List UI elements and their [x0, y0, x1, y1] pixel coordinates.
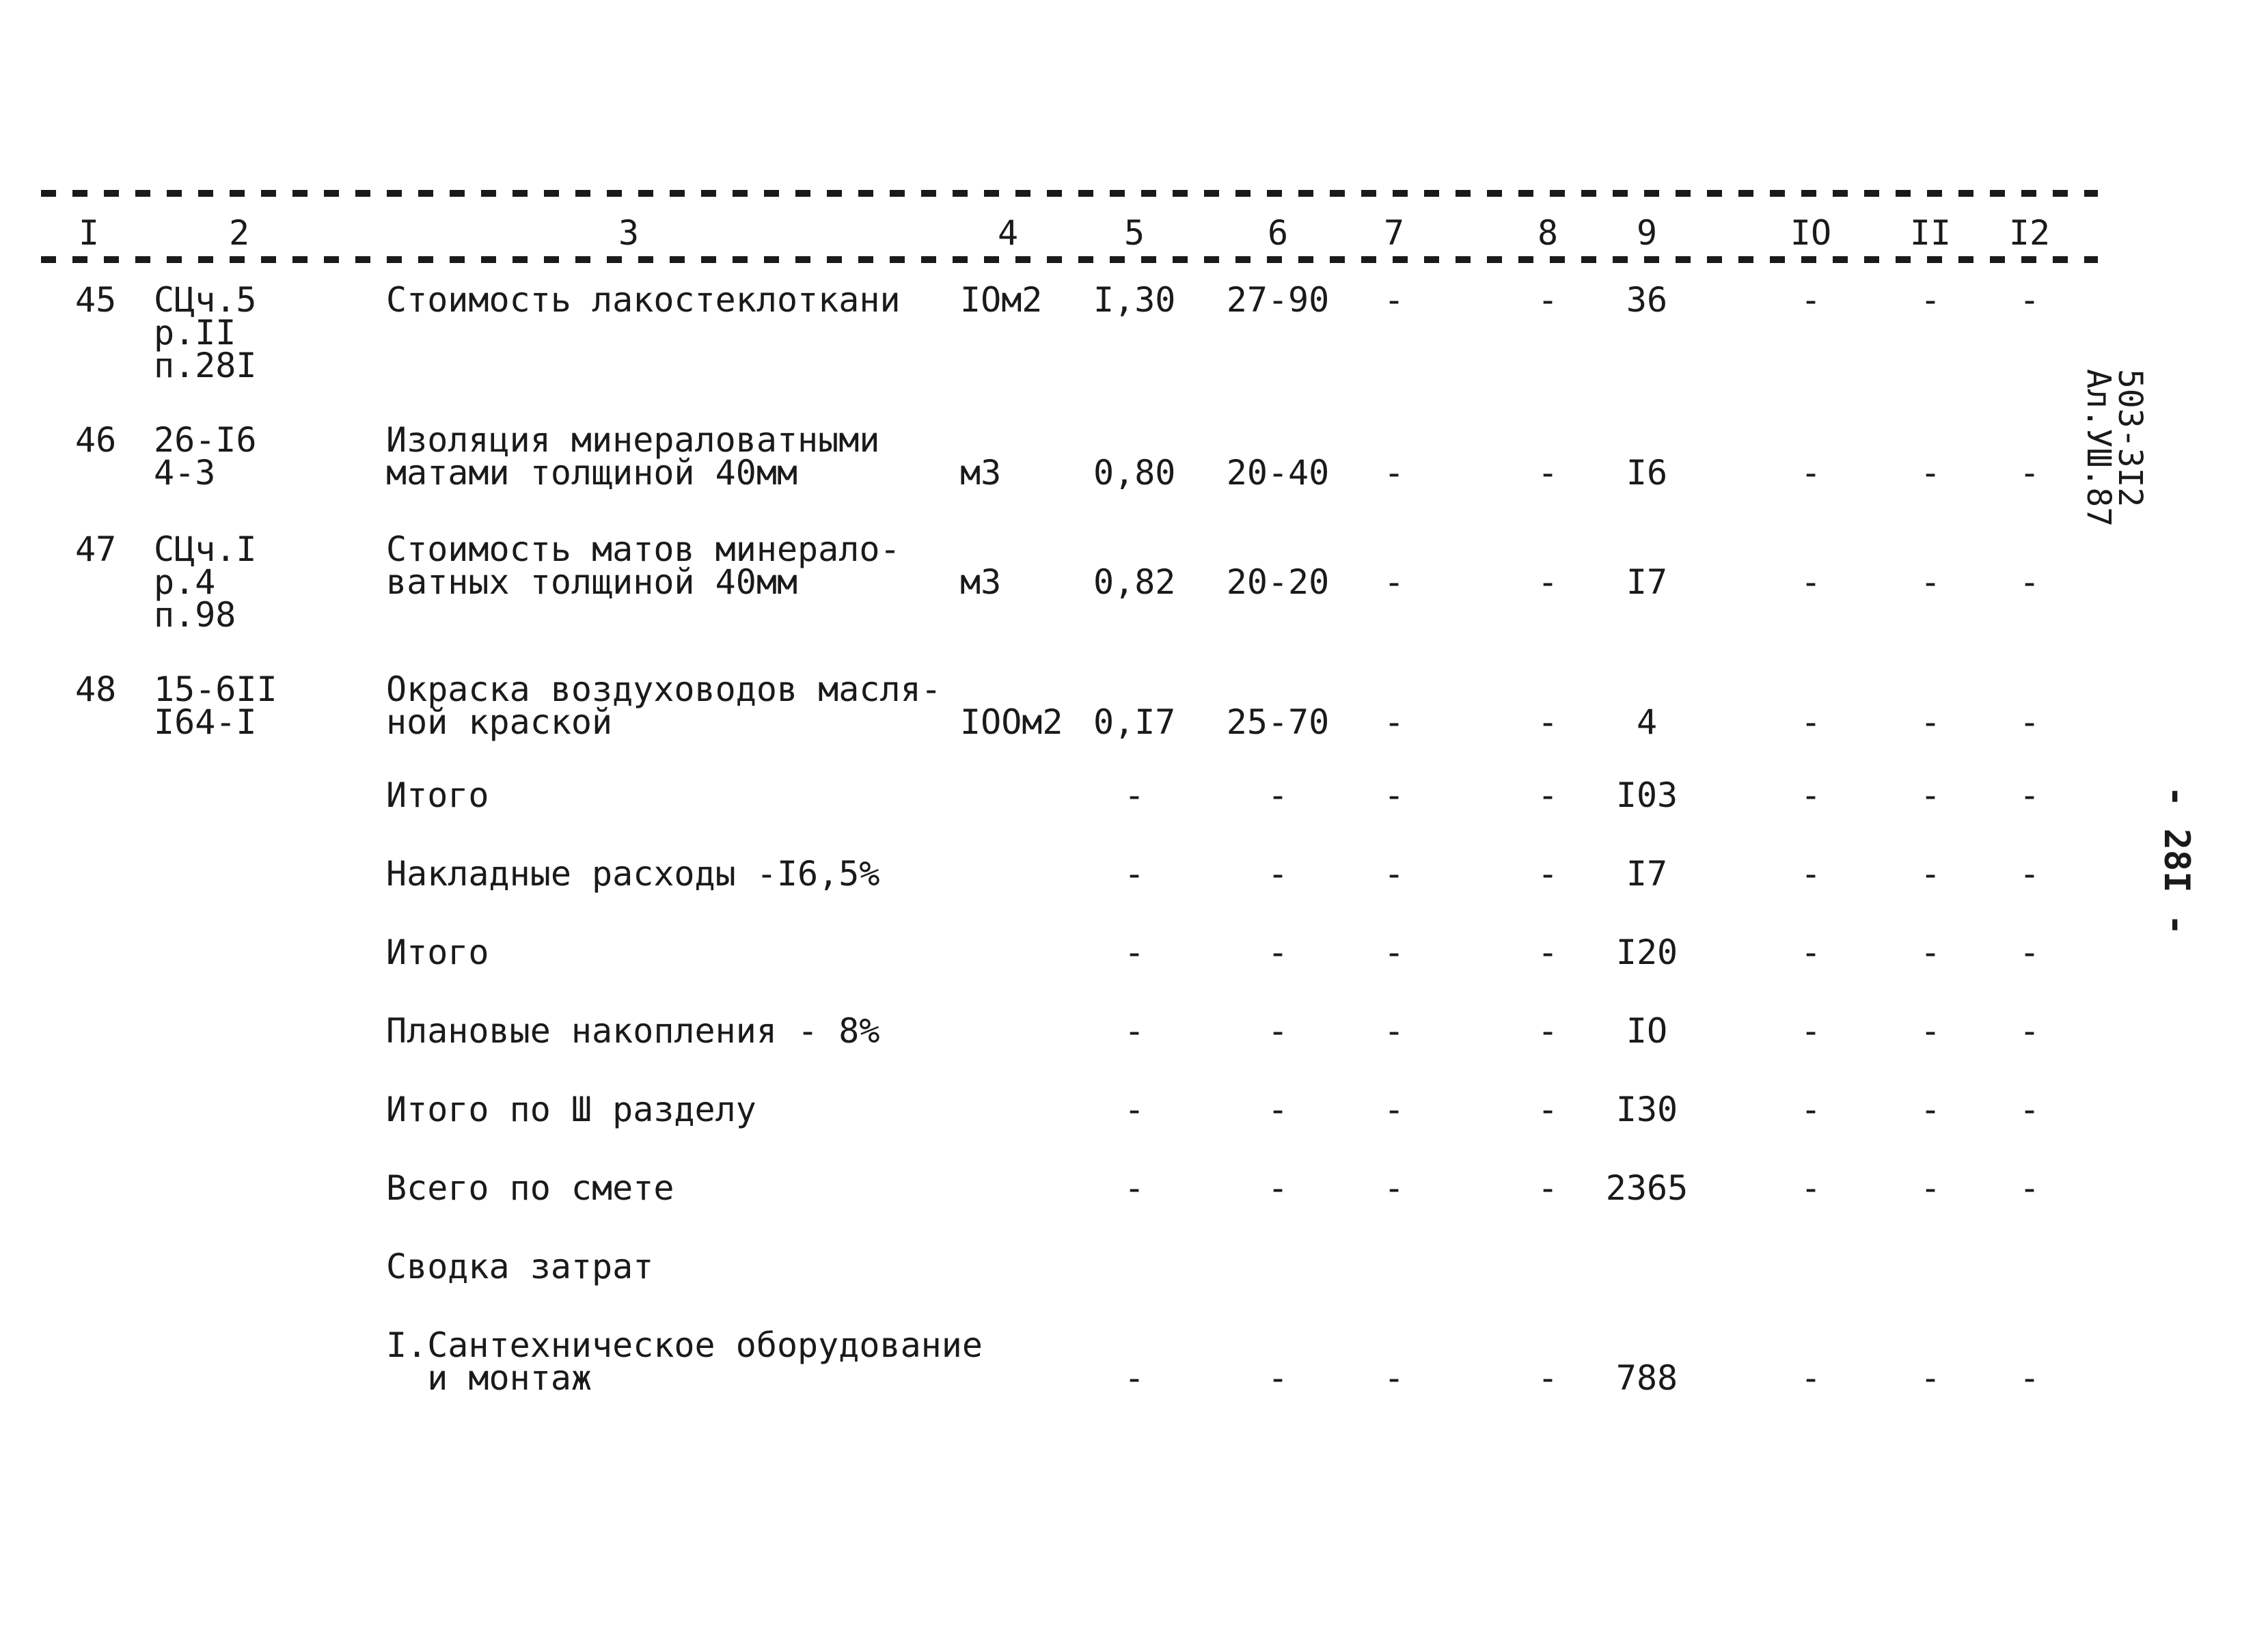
row-col7: -	[1383, 453, 1405, 493]
row-name: Всего по смете	[386, 1168, 674, 1208]
row-name: Итого	[386, 933, 489, 972]
row-name: Итого	[386, 775, 489, 815]
document-code	[2079, 369, 2149, 527]
row-number: 48	[75, 670, 117, 709]
row-col11: -	[1919, 1358, 1941, 1398]
row-col8: -	[1537, 1358, 1559, 1398]
row-col8: -	[1537, 1168, 1559, 1208]
row-number: 46	[75, 420, 117, 460]
column-header-12: I2	[2008, 213, 2051, 253]
row-quantity: 0,I7	[1093, 702, 1176, 742]
row-name: Плановые накопления - 8%	[386, 1011, 880, 1051]
row-quantity: -	[1123, 933, 1145, 972]
row-unit-price: -	[1267, 775, 1289, 815]
row-col10: -	[1800, 702, 1822, 742]
row-quantity: -	[1123, 1168, 1145, 1208]
column-header-10: IO	[1790, 213, 1832, 253]
row-col8: -	[1537, 453, 1559, 493]
row-col11: -	[1919, 453, 1941, 493]
row-col8: -	[1537, 702, 1559, 742]
column-header-7: 7	[1383, 213, 1405, 253]
row-total: I6	[1626, 453, 1668, 493]
document-code-line1: 503-3I2	[2111, 369, 2149, 508]
row-col11: -	[1919, 702, 1941, 742]
row-quantity: -	[1123, 854, 1145, 894]
row-code: 15-6II I64-I	[154, 670, 277, 742]
row-col7: -	[1383, 1090, 1405, 1129]
row-total: I20	[1615, 933, 1678, 972]
row-unit: м3	[960, 562, 1002, 602]
row-unit: IOOм2	[960, 702, 1063, 742]
page-number: - 28I -	[2156, 786, 2197, 936]
row-quantity: -	[1123, 1011, 1145, 1051]
top-dashed-rule	[41, 190, 2098, 197]
row-quantity: 0,80	[1093, 453, 1176, 493]
row-unit-price: 25-70	[1226, 702, 1330, 742]
row-total: 4	[1636, 702, 1658, 742]
row-col12: -	[2019, 1168, 2040, 1208]
row-col7: -	[1383, 775, 1405, 815]
row-col11: -	[1919, 280, 1941, 320]
row-col10: -	[1800, 280, 1822, 320]
row-quantity: -	[1123, 1358, 1145, 1398]
row-total: 2365	[1605, 1168, 1689, 1208]
row-col10: -	[1800, 1358, 1822, 1398]
row-name: Стоимость матов минерало- ватных толщиной 40мм	[386, 529, 901, 602]
row-code: СЦч.5 р.II п.28I	[154, 280, 257, 385]
row-col7: -	[1383, 562, 1405, 602]
row-col7: -	[1383, 702, 1405, 742]
row-total: 36	[1626, 280, 1668, 320]
row-col7: -	[1383, 854, 1405, 894]
row-col8: -	[1537, 854, 1559, 894]
row-unit-price: -	[1267, 933, 1289, 972]
row-name: Накладные расходы -I6,5%	[386, 854, 880, 894]
row-code: 26-I6 4-3	[154, 420, 257, 493]
row-unit: IOм2	[960, 280, 1043, 320]
row-col11: -	[1919, 854, 1941, 894]
row-unit-price: -	[1267, 1011, 1289, 1051]
row-col10: -	[1800, 562, 1822, 602]
row-col8: -	[1537, 280, 1559, 320]
row-total: I7	[1626, 854, 1668, 894]
row-unit-price: 20-40	[1226, 453, 1330, 493]
row-unit-price: -	[1267, 1358, 1289, 1398]
row-quantity: -	[1123, 775, 1145, 815]
row-total: I03	[1615, 775, 1678, 815]
row-col12: -	[2019, 562, 2040, 602]
row-col8: -	[1537, 1011, 1559, 1051]
row-number: 45	[75, 280, 117, 320]
row-unit-price: -	[1267, 854, 1289, 894]
row-unit-price: -	[1267, 1090, 1289, 1129]
row-col11: -	[1919, 1168, 1941, 1208]
row-quantity: -	[1123, 1090, 1145, 1129]
row-total: I7	[1626, 562, 1668, 602]
row-name: I.Сантехническое оборудование и монтаж	[386, 1325, 983, 1398]
row-col10: -	[1800, 1011, 1822, 1051]
row-col12: -	[2019, 1358, 2040, 1398]
column-header-1: I	[78, 213, 100, 253]
row-code: СЦч.I р.4 п.98	[154, 529, 257, 635]
row-quantity: I,30	[1093, 280, 1176, 320]
column-header-5: 5	[1123, 213, 1145, 253]
column-header-4: 4	[997, 213, 1019, 253]
column-header-11: II	[1909, 213, 1952, 253]
row-col12: -	[2019, 702, 2040, 742]
row-name: Стоимость лакостеклоткани	[386, 280, 901, 320]
row-col12: -	[2019, 933, 2040, 972]
row-unit-price: -	[1267, 1168, 1289, 1208]
row-col8: -	[1537, 1090, 1559, 1129]
row-col10: -	[1800, 1168, 1822, 1208]
row-col7: -	[1383, 1358, 1405, 1398]
column-header-9: 9	[1636, 213, 1658, 253]
row-col12: -	[2019, 1090, 2040, 1129]
row-col11: -	[1919, 1090, 1941, 1129]
row-col11: -	[1919, 1011, 1941, 1051]
row-col11: -	[1919, 775, 1941, 815]
row-name: Изоляция минераловатными матами толщиной 40мм	[386, 420, 880, 493]
row-col10: -	[1800, 775, 1822, 815]
row-quantity: 0,82	[1093, 562, 1176, 602]
row-total: IO	[1626, 1011, 1668, 1051]
row-col12: -	[2019, 854, 2040, 894]
row-unit-price: 20-20	[1226, 562, 1330, 602]
row-col7: -	[1383, 1011, 1405, 1051]
row-total: I30	[1615, 1090, 1678, 1129]
row-col7: -	[1383, 280, 1405, 320]
row-col12: -	[2019, 775, 2040, 815]
column-header-2: 2	[228, 213, 250, 253]
row-col10: -	[1800, 933, 1822, 972]
row-name: Итого по Ш разделу	[386, 1090, 756, 1129]
row-col8: -	[1537, 775, 1559, 815]
row-col12: -	[2019, 453, 2040, 493]
row-total: 788	[1615, 1358, 1678, 1398]
row-col11: -	[1919, 933, 1941, 972]
row-col7: -	[1383, 1168, 1405, 1208]
column-header-3: 3	[618, 213, 640, 253]
row-col10: -	[1800, 854, 1822, 894]
row-unit: м3	[960, 453, 1002, 493]
row-col12: -	[2019, 1011, 2040, 1051]
row-col10: -	[1800, 453, 1822, 493]
document-code-line2: Ал.УШ.87	[2079, 369, 2118, 527]
column-header-6: 6	[1267, 213, 1289, 253]
row-number: 47	[75, 529, 117, 569]
row-unit-price: 27-90	[1226, 280, 1330, 320]
column-header-8: 8	[1537, 213, 1559, 253]
row-col10: -	[1800, 1090, 1822, 1129]
row-col8: -	[1537, 562, 1559, 602]
row-name: Сводка затрат	[386, 1247, 654, 1286]
row-name: Окраска воздуховодов масля- ной краской	[386, 670, 942, 742]
row-col11: -	[1919, 562, 1941, 602]
row-col7: -	[1383, 933, 1405, 972]
row-col12: -	[2019, 280, 2040, 320]
row-col8: -	[1537, 933, 1559, 972]
header-dashed-rule	[41, 256, 2098, 263]
